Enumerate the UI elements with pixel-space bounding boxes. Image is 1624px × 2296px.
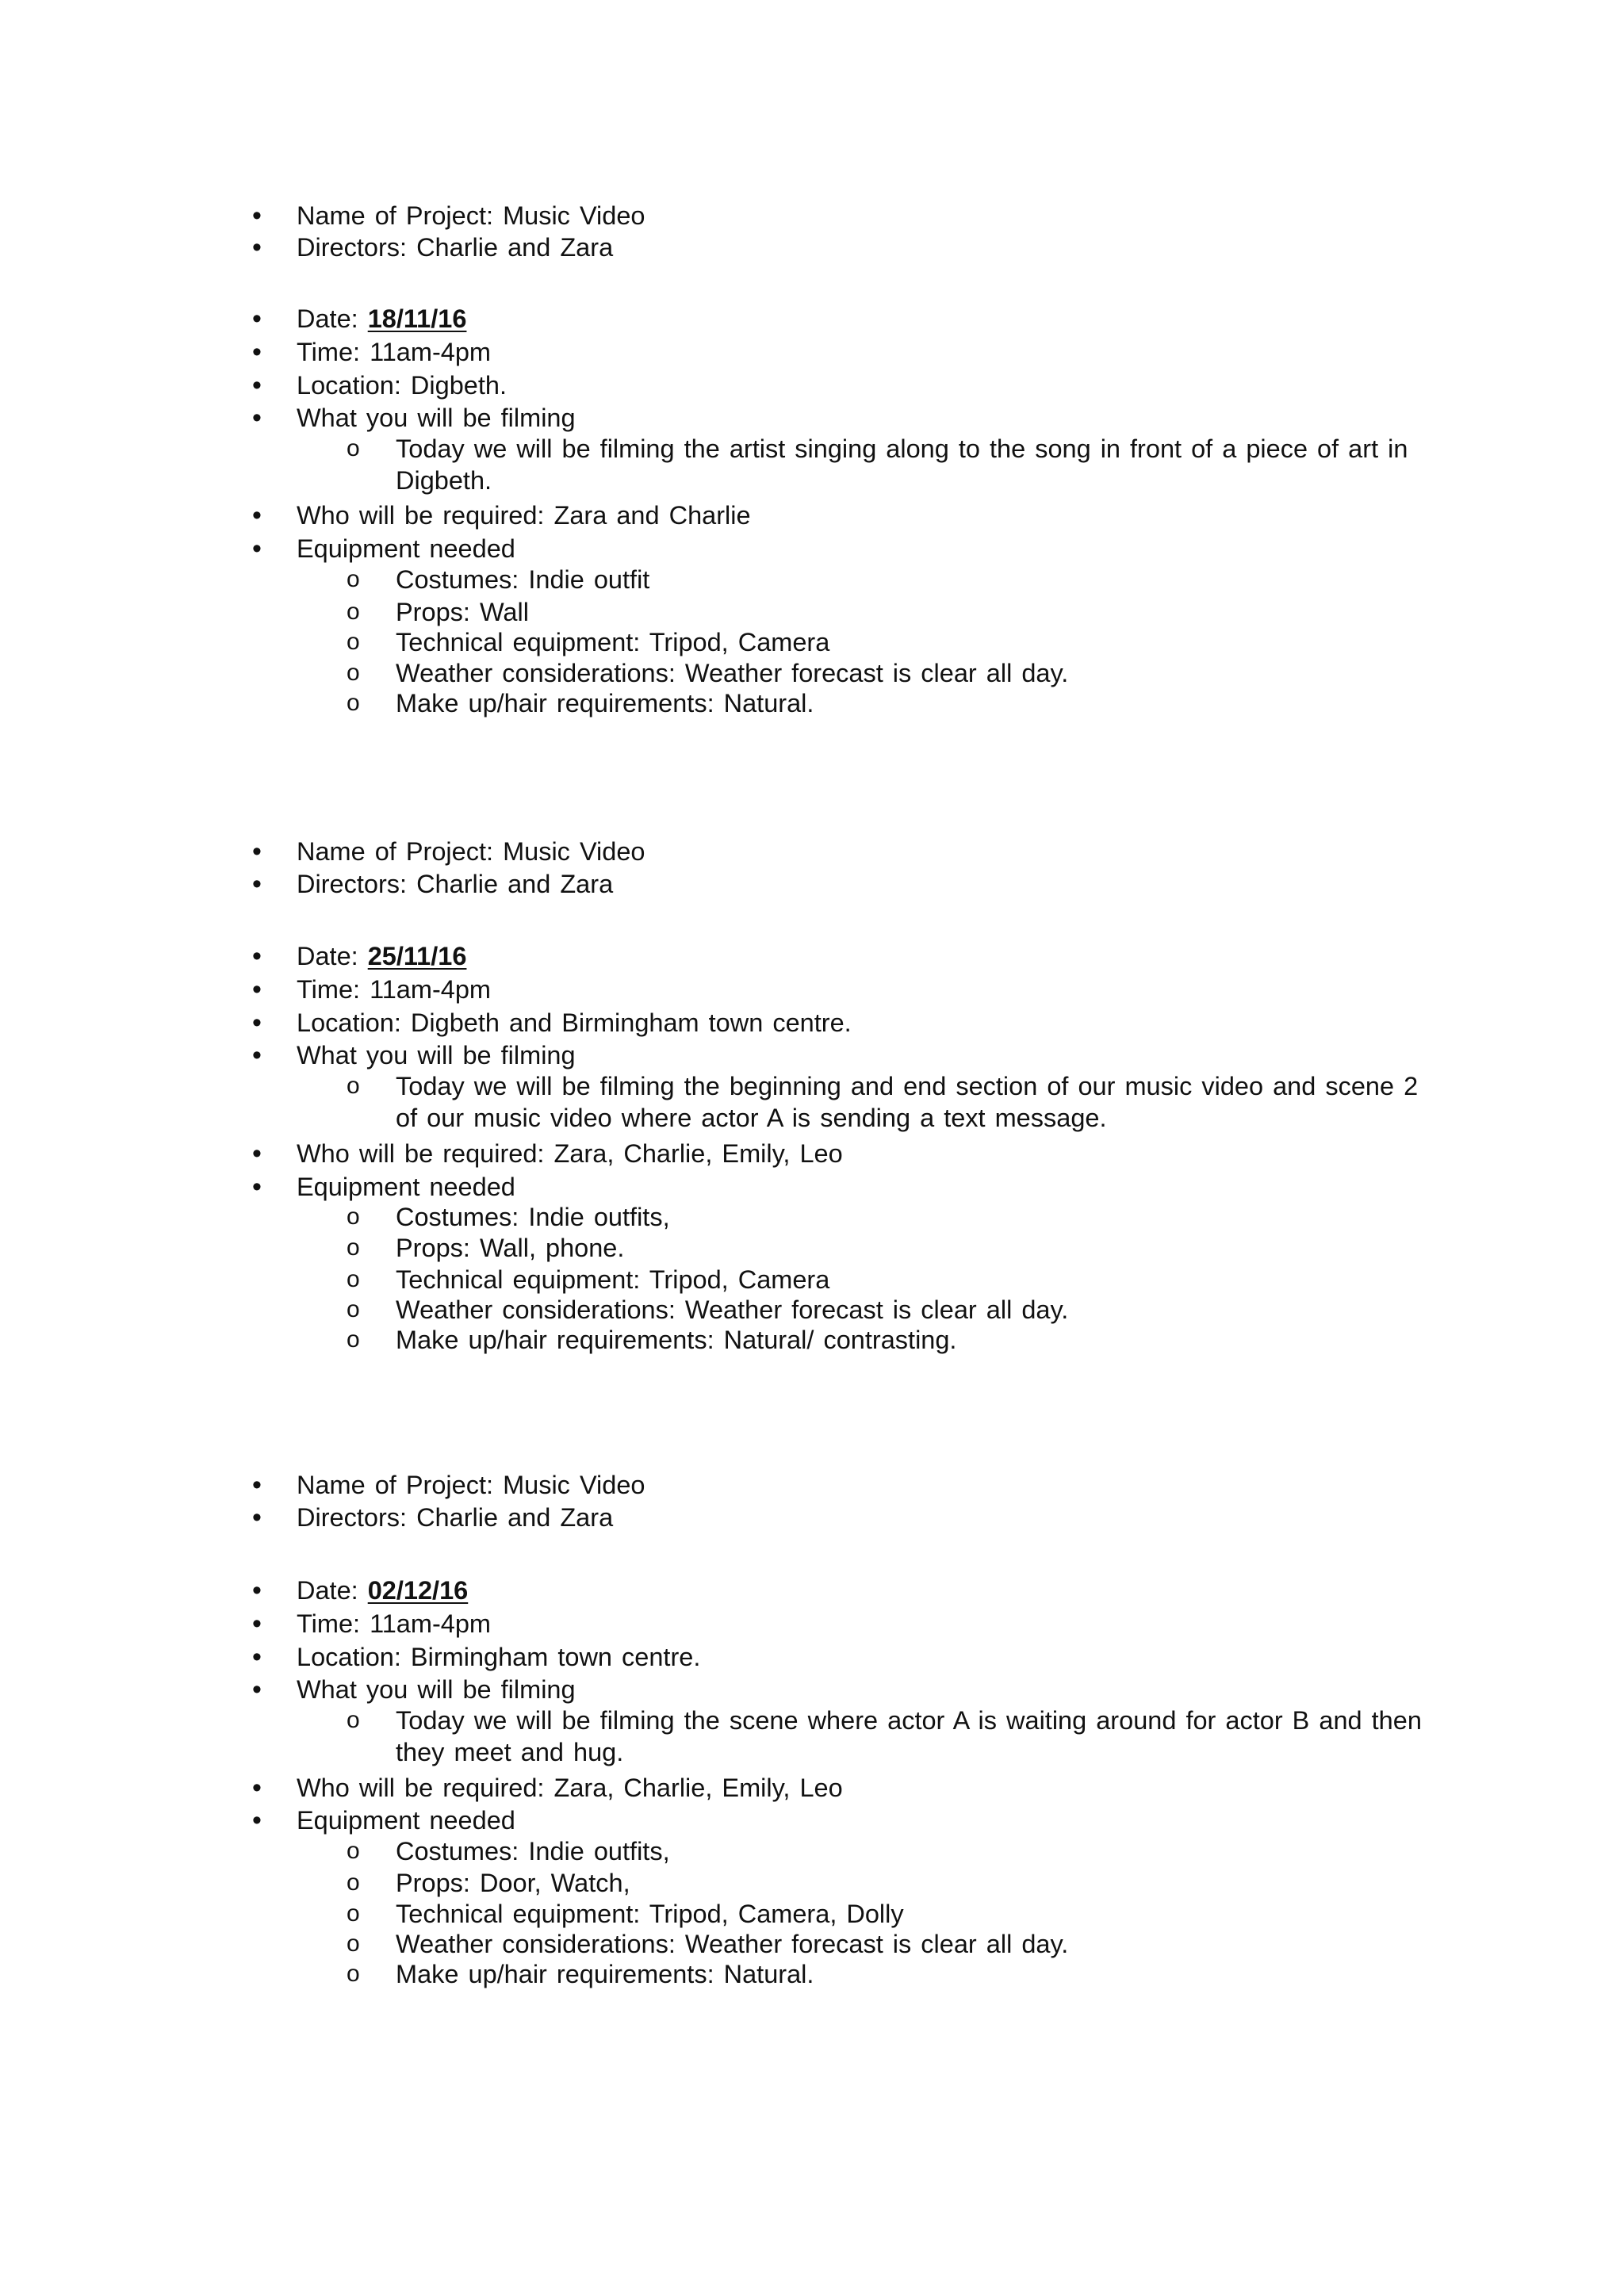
equipment-label: Equipment needed — [297, 1173, 515, 1201]
directors: Directors: Charlie and Zara — [297, 870, 614, 898]
bullet: • — [252, 941, 262, 971]
sub-bullet: o — [347, 690, 360, 716]
makeup-hair: Make up/hair requirements: Natural. — [396, 689, 814, 718]
costumes: Costumes: Indie outfits, — [396, 1837, 670, 1866]
bullet: • — [252, 1674, 262, 1705]
date-line — [297, 303, 466, 335]
bullet: • — [252, 304, 262, 334]
makeup-hair: Make up/hair requirements: Natural. — [396, 1960, 814, 1988]
costumes: Costumes: Indie outfit — [396, 565, 650, 594]
sub-bullet: o — [347, 1900, 360, 1927]
bullet: • — [252, 337, 262, 367]
equipment-label: Equipment needed — [297, 534, 515, 563]
bullet: • — [252, 1805, 262, 1835]
bullet: • — [252, 403, 262, 433]
bullet: • — [252, 232, 262, 262]
sub-bullet: o — [347, 1707, 360, 1733]
project-name: Name of Project: Music Video — [297, 1471, 645, 1499]
bullet: • — [252, 1138, 262, 1169]
technical-equipment: Technical equipment: Tripod, Camera — [396, 628, 830, 656]
date-label: Date: — [297, 304, 368, 333]
makeup-hair: Make up/hair requirements: Natural/ contrasting. — [396, 1326, 957, 1354]
bullet: • — [252, 1642, 262, 1672]
bullet: • — [252, 1172, 262, 1202]
bullet: • — [252, 836, 262, 867]
project-name: Name of Project: Music Video — [297, 201, 645, 230]
sub-bullet: o — [347, 1234, 360, 1261]
required-crew: Who will be required: Zara and Charlie — [297, 501, 751, 530]
sub-bullet: o — [347, 629, 360, 655]
filming-label: What you will be filming — [297, 1675, 576, 1704]
sub-bullet: o — [347, 1266, 360, 1292]
bullet: • — [252, 1502, 262, 1533]
bullet: • — [252, 201, 262, 231]
weather: Weather considerations: Weather forecast is clear all day. — [396, 1930, 1069, 1958]
location: Location: Birmingham town centre. — [297, 1643, 701, 1671]
filming-detail: Today we will be filming the artist singing along to the song in front of a piece of art in Digbeth. — [396, 434, 1408, 495]
equipment-label: Equipment needed — [297, 1806, 515, 1835]
sub-bullet: o — [347, 1326, 360, 1353]
filming-detail: Today we will be filming the beginning and end section of our music video and scene 2 of our music video where actor A is sending a text message. — [396, 1072, 1419, 1132]
weather: Weather considerations: Weather forecast is clear all day. — [396, 1295, 1069, 1324]
time: Time: 11am-4pm — [297, 1609, 492, 1638]
sub-bullet: o — [347, 599, 360, 625]
props: Props: Door, Watch, — [396, 1869, 630, 1897]
date-value: 25/11/16 — [367, 942, 467, 970]
bullet: • — [252, 974, 262, 1004]
directors: Directors: Charlie and Zara — [297, 233, 614, 262]
project-name: Name of Project: Music Video — [297, 837, 645, 866]
bullet: • — [252, 1008, 262, 1038]
date-line — [297, 940, 466, 972]
sub-bullet: o — [347, 1869, 360, 1896]
date-label: Date: — [297, 1576, 368, 1605]
bullet: • — [252, 1470, 262, 1500]
sub-bullet: o — [347, 1931, 360, 1957]
bullet: • — [252, 1609, 262, 1639]
sub-bullet: o — [347, 1203, 360, 1230]
date-value: 02/12/16 — [367, 1576, 469, 1605]
directors: Directors: Charlie and Zara — [297, 1503, 614, 1532]
filming-label: What you will be filming — [297, 1041, 576, 1070]
location: Location: Digbeth and Birmingham town centre. — [297, 1008, 852, 1037]
props: Props: Wall, phone. — [396, 1234, 625, 1262]
bullet: • — [252, 1575, 262, 1605]
required-crew: Who will be required: Zara, Charlie, Emily, Leo — [297, 1774, 843, 1802]
bullet: • — [252, 869, 262, 899]
sub-bullet: o — [347, 566, 360, 592]
props: Props: Wall — [396, 598, 529, 626]
bullet: • — [252, 1773, 262, 1803]
required-crew: Who will be required: Zara, Charlie, Emily, Leo — [297, 1139, 843, 1168]
date-line — [297, 1575, 468, 1606]
date-label: Date: — [297, 942, 368, 970]
time: Time: 11am-4pm — [297, 975, 492, 1004]
bullet: • — [252, 370, 262, 400]
bullet: • — [252, 1040, 262, 1070]
bullet: • — [252, 500, 262, 530]
weather: Weather considerations: Weather forecast is clear all day. — [396, 659, 1069, 687]
sub-bullet: o — [347, 1296, 360, 1322]
technical-equipment: Technical equipment: Tripod, Camera — [396, 1265, 830, 1294]
date-value: 18/11/16 — [367, 304, 467, 333]
bullet: • — [252, 534, 262, 564]
sub-bullet: o — [347, 435, 360, 461]
sub-bullet: o — [347, 1961, 360, 1987]
sub-bullet: o — [347, 1838, 360, 1864]
filming-detail: Today we will be filming the scene where actor A is waiting around for actor B and then they meet and hug. — [396, 1706, 1422, 1766]
costumes: Costumes: Indie outfits, — [396, 1203, 670, 1231]
location: Location: Digbeth. — [297, 371, 507, 400]
sub-bullet: o — [347, 660, 360, 686]
filming-label: What you will be filming — [297, 404, 576, 432]
technical-equipment: Technical equipment: Tripod, Camera, Dolly — [396, 1900, 904, 1928]
sub-bullet: o — [347, 1073, 360, 1099]
time: Time: 11am-4pm — [297, 338, 492, 366]
